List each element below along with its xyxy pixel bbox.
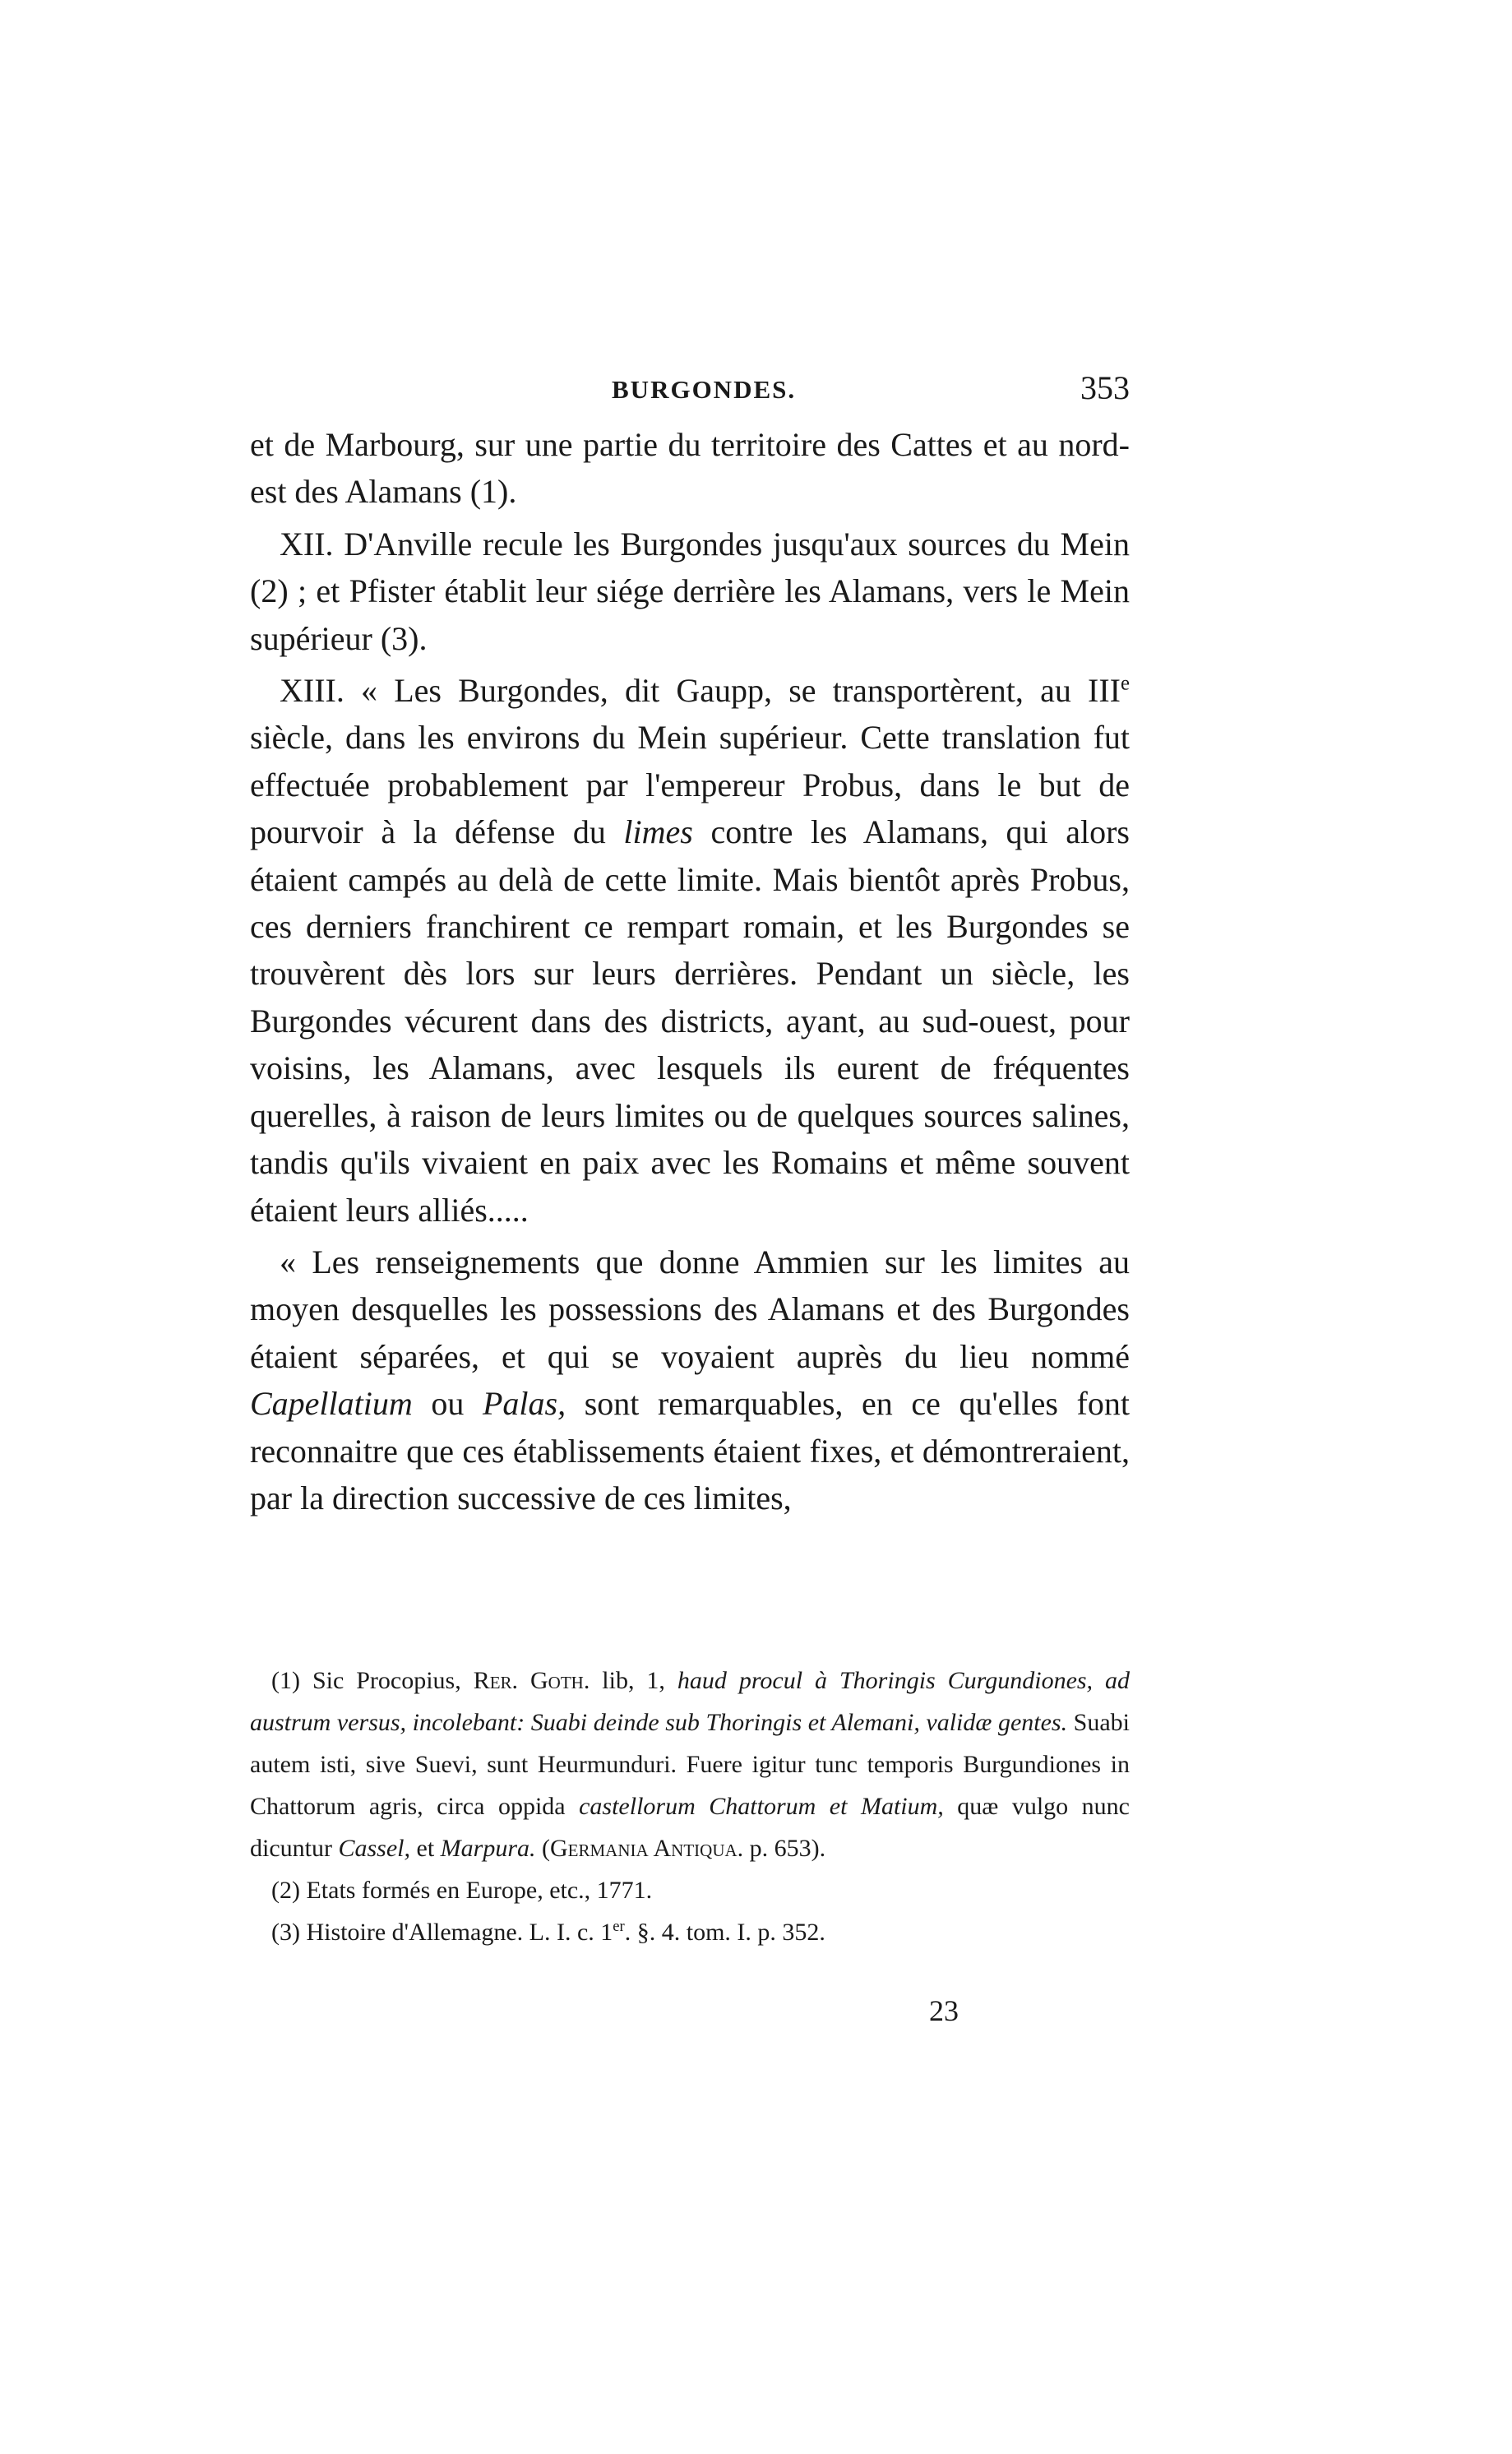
running-title: BURGONDES. — [612, 375, 797, 404]
marpura-term: Marpura. — [440, 1835, 536, 1862]
footnote-1 — [250, 1660, 1130, 1869]
signature-mark: 23 — [929, 1994, 959, 2027]
cassel-term: Cassel, — [338, 1835, 410, 1862]
limes-term: limes — [623, 813, 693, 851]
page-header — [250, 368, 1130, 418]
paragraph-xiii-part-b: siècle, dans les environs du Mein supérieur. Cette translation fut effectuée probablement par l'empereur Probus, dans le but de pourvoir à la défense du — [250, 719, 1130, 851]
footnote-1-part-b: lib, 1, — [590, 1667, 677, 1694]
capellatium-term: Capellatium — [250, 1385, 413, 1423]
connector-ou: ou — [412, 1385, 483, 1423]
footnote-1-part-g: p. 653). — [743, 1835, 826, 1862]
footnote-1-part-f: ( — [535, 1835, 550, 1862]
paragraph-ammien-part-a: « Les renseignements que donne Ammien sur les limites au moyen desquelles les possessions des Alamans et des Burgondes étaient séparées, et qui se voyaient auprès du lieu nommé — [250, 1243, 1130, 1375]
century-superscript: e — [1120, 672, 1130, 695]
palas-term: Palas, — [482, 1385, 566, 1423]
page-number: 353 — [1080, 369, 1130, 406]
footnote-1-part-c: Suabi autem isti, sive Suevi, sunt Heurmunduri. Fuere igitur tunc temporis Burgundiones in Chattorum agris, circa oppida — [250, 1709, 1131, 1820]
paragraph-continuation: et de Marbourg, sur une partie du territoire des Cattes et au nord-est des Alamans (1). — [250, 426, 1130, 511]
paragraph-ammien — [250, 1239, 1130, 1521]
paragraph-ammien-part-b: sont remarquables, en ce qu'elles font reconnaitre que ces établissements étaient fixes, et démontreraient, par la direction successive de ces limites, — [250, 1385, 1130, 1516]
main-text — [250, 421, 1130, 1521]
paragraph-xiii — [250, 667, 1130, 1234]
footnote-3-part-a: (3) Histoire d'Allemagne. L. I. c. 1 — [271, 1919, 613, 1946]
footnote-3-part-b: . §. 4. tom. I. p. 352. — [624, 1919, 825, 1946]
footnotes — [250, 1660, 1130, 1953]
rer-goth-ref: Rer. Goth. — [473, 1667, 590, 1694]
paragraph-xii: XII. D'Anville recule les Burgondes jusqu'aux sources du Mein (2) ; et Pfister établit leur siége derrière les Alamans, vers le Mein supérieur (3). — [250, 525, 1130, 657]
footnote-3 — [250, 1911, 1130, 1953]
footnote-1-part-e: et — [410, 1835, 441, 1862]
germania-antiqua-ref: Germania Antiqua. — [550, 1835, 744, 1862]
castellorum-quote: castellorum Chattorum et Matium, — [579, 1793, 944, 1820]
footnote-1-part-d: quæ vulgo nunc dicuntur — [250, 1793, 1130, 1862]
paragraph-xiii-part-a: XIII. « Les Burgondes, dit Gaupp, se transportèrent, au III — [280, 672, 1121, 710]
footnote-1-part-a: (1) Sic Procopius, — [271, 1667, 474, 1694]
footnote-3-superscript: er — [613, 1918, 625, 1935]
footnote-2: (2) Etats formés en Europe, etc., 1771. — [271, 1877, 653, 1904]
procopius-quote: haud procul à Thoringis Curgundiones, ad austrum versus, incolebant: Suabi deinde sub Thoringis et Alemani, validæ gentes. — [250, 1667, 1131, 1736]
paragraph-xiii-part-c: contre les Alamans, qui alors étaient campés au delà de cette limite. Mais bientôt après Probus, ces derniers franchirent ce rempart romain, et les Burgondes se trouvèrent dès lors sur leurs derrières. Pendant un siècle, les Burgondes vécurent dans des districts, ayant, au sud-ouest, pour voisins, les Alamans, avec lesquels ils eurent de fréquentes querelles, à raison de leurs limites ou de quelques sources salines, tandis qu'ils vivaient en paix avec les Romains et même souvent étaient leurs alliés..... — [250, 813, 1130, 1229]
